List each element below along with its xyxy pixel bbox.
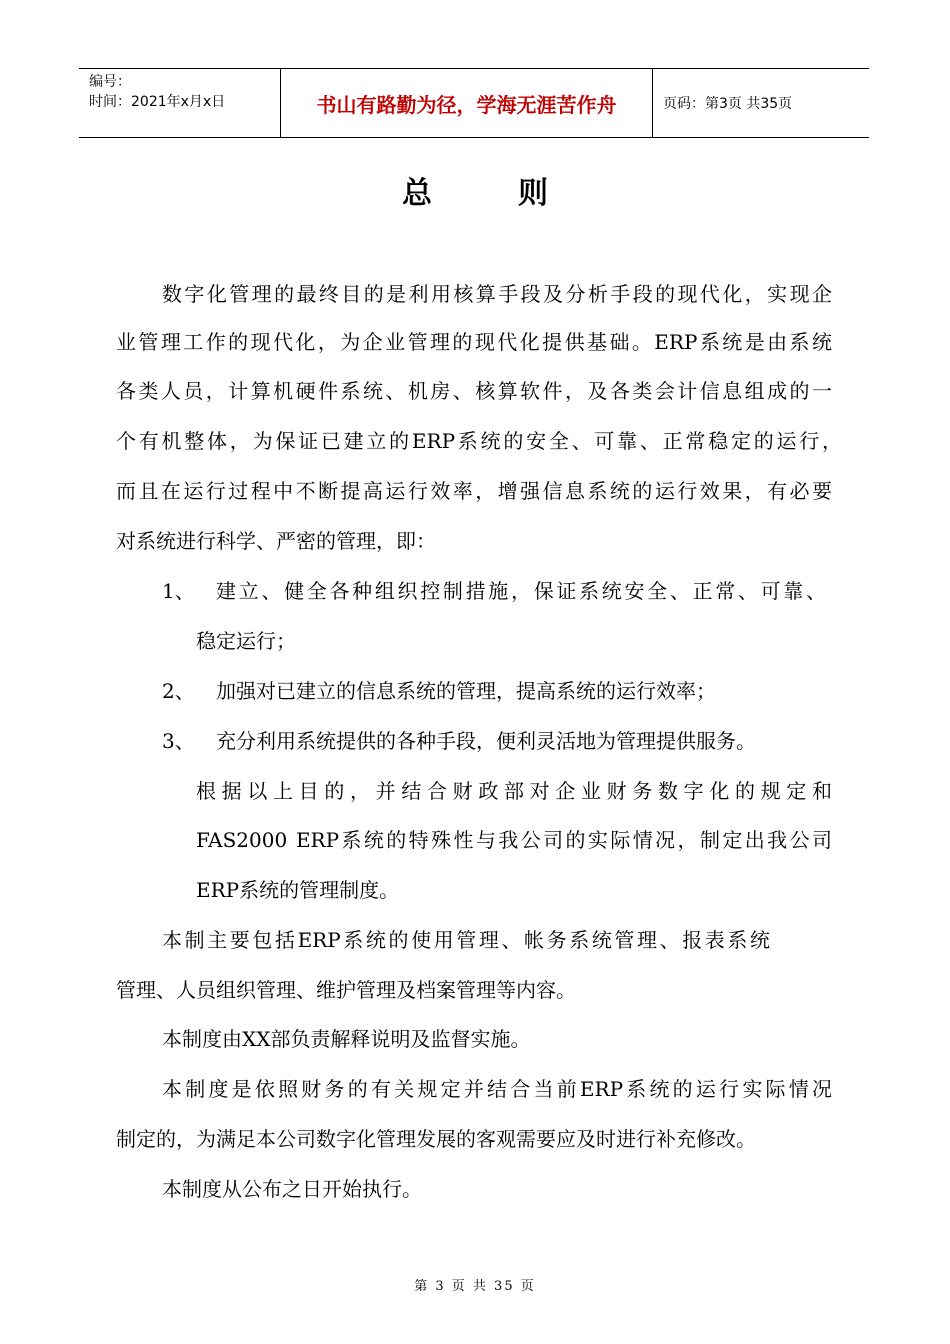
page-title: 总则 <box>402 176 634 211</box>
list-number: 3、 <box>162 729 195 753</box>
header-motto: 书山有路勤为径，学海无涯苦作舟 <box>281 69 653 137</box>
body-line: 本制主要包括ERP系统的使用管理、帐务系统管理、报表系统 <box>162 928 770 952</box>
list-item-text: 稳定运行； <box>196 629 296 653</box>
list-number: 1、 <box>162 579 195 603</box>
body-line: 本制度由XX部负责解释说明及监督实施。 <box>162 1027 531 1051</box>
body-line: FAS2000 ERP系统的特殊性与我公司的实际情况，制定出我公司 <box>196 828 832 852</box>
body-line: 根据以上目的，并结合财政部对企业财务数字化的规定和 <box>196 779 832 803</box>
page-footer: 第 3 页 共 35 页 <box>414 1279 536 1294</box>
body-line: 制定的，为满足本公司数字化管理发展的客观需要应及时进行补充修改。 <box>116 1127 756 1151</box>
body-line: 业管理工作的现代化，为企业管理的现代化提供基础。ERP系统是由系统 <box>116 330 832 354</box>
body-line: 本制度从公布之日开始执行。 <box>162 1177 422 1201</box>
document-number: 编号： <box>89 74 131 90</box>
header-page-info: 页码：第3页 共35页 <box>663 96 793 112</box>
list-number: 2、 <box>162 679 195 703</box>
body-line: 个有机整体，为保证已建立的ERP系统的安全、可靠、正常稳定的运行， <box>116 429 842 453</box>
body-line: 对系统进行科学、严密的管理，即： <box>116 529 436 553</box>
body-line: ERP系统的管理制度。 <box>196 878 400 902</box>
page-header <box>79 68 869 138</box>
header-meta <box>79 69 281 137</box>
body-line: 数字化管理的最终目的是利用核算手段及分析手段的现代化，实现企 <box>162 282 832 306</box>
body-line: 各类人员，计算机硬件系统、机房、核算软件，及各类会计信息组成的一 <box>116 379 832 403</box>
body-line: 而且在运行过程中不断提高运行效率，增强信息系统的运行效果，有必要 <box>116 479 832 503</box>
list-item-text: 充分利用系统提供的各种手段，便利灵活地为管理提供服务。 <box>216 729 756 753</box>
body-line: 本制度是依照财务的有关规定并结合当前ERP系统的运行实际情况 <box>162 1077 832 1101</box>
document-time: 时间：2021年x月x日 <box>89 94 226 110</box>
list-item-text: 加强对已建立的信息系统的管理，提高系统的运行效率； <box>216 679 716 703</box>
list-item-text: 建立、健全各种组织控制措施，保证系统安全、正常、可靠、 <box>216 579 826 603</box>
body-line: 管理、人员组织管理、维护管理及档案管理等内容。 <box>116 978 576 1002</box>
